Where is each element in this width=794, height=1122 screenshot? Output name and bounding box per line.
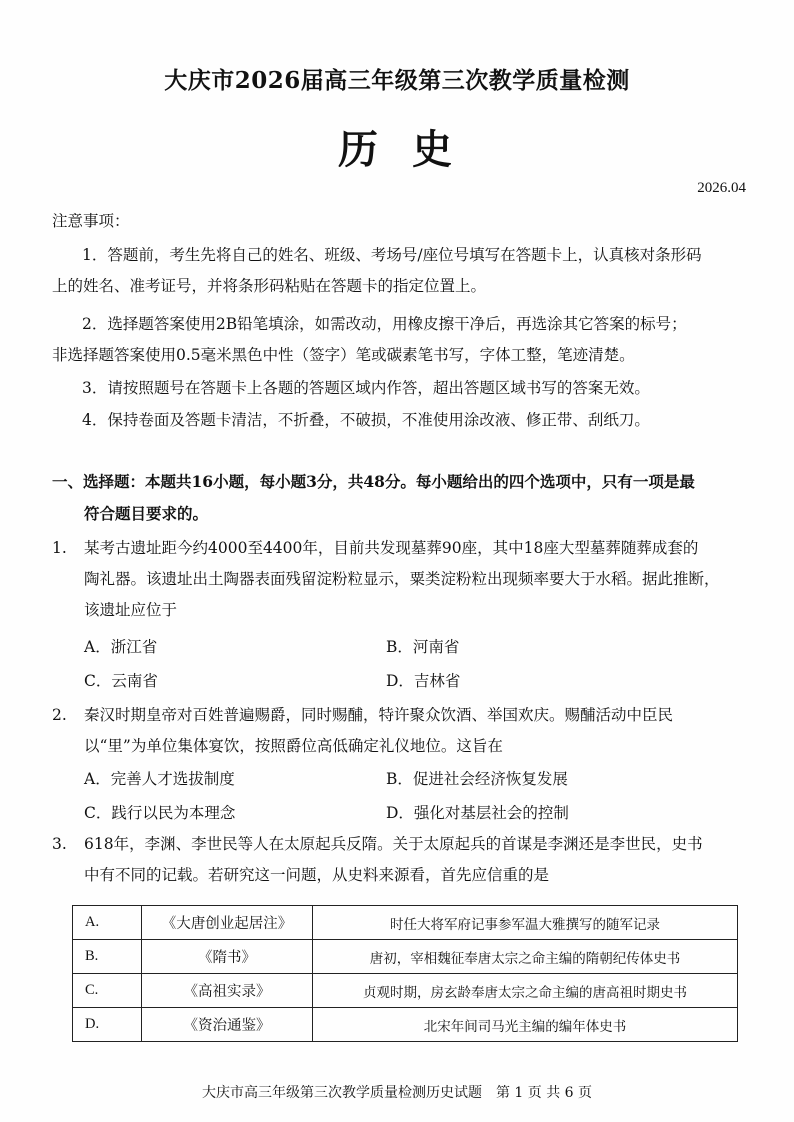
subject-title: 历史	[338, 126, 486, 173]
option-c[interactable]: C．践行以民为本理念	[84, 804, 236, 822]
option-b[interactable]: B．促进社会经济恢复发展	[386, 770, 568, 788]
options-row	[84, 666, 752, 700]
stem-line: 陶礼器。该遗址出土陶器表面残留淀粉粒显示，粟类淀粉粒出现频率要大于水稻。据此推断，	[84, 570, 720, 588]
notice-line: 3．请按照题号在答题卡上各题的答题区域内作答，超出答题区域书写的答案无效。	[82, 379, 650, 397]
stem-line: 某考古遗址距今约4000至4400年，目前共发现墓葬90座，其中18座大型墓葬随葬成套的	[84, 539, 699, 557]
stem-line: 中有不同的记载。若研究这一问题，从史料来源看，首先应信重的是	[84, 866, 550, 884]
question-stem	[84, 533, 752, 626]
notice-line: 2．选择题答案使用2B铅笔填涂，如需改动，用橡皮擦干净后，再选涂其它答案的标号；	[82, 315, 687, 333]
question-number: 3.	[52, 835, 67, 853]
option-b[interactable]: B．河南省	[386, 638, 460, 656]
book-title: 《隋书》	[142, 940, 313, 974]
notice-item-1	[52, 240, 752, 302]
notice-line: 4．保持卷面及答题卡清洁，不折叠，不破损，不准使用涂改液、修正带、刮纸刀。	[82, 411, 650, 429]
exam-date: 2026.04	[697, 180, 746, 196]
option-c[interactable]: C．云南省	[84, 672, 158, 690]
stem-line: 以“里”为单位集体宴饮，按照爵位高低确定礼仪地位。这旨在	[84, 737, 503, 755]
question-number: 1.	[52, 539, 67, 557]
notice-heading: 注意事项：	[52, 212, 130, 230]
option-letter: B.	[73, 940, 142, 974]
option-a[interactable]: A．浙江省	[84, 638, 158, 656]
question-2	[52, 700, 752, 832]
book-description: 时任大将军府记事参军温大雅撰写的随军记录	[313, 906, 738, 940]
question-1	[52, 533, 752, 700]
notice-line: 1．答题前，考生先将自己的姓名、班级、考场号/座位号填写在答题卡上，认真核对条形码	[82, 246, 702, 264]
stem-line: 618年，李渊、李世民等人在太原起兵反隋。关于太原起兵的首谋是李渊还是李世民，史书	[84, 835, 703, 853]
table-row[interactable]	[73, 940, 738, 974]
book-title: 《高祖实录》	[142, 974, 313, 1008]
source-options-table	[72, 905, 738, 1042]
option-letter: A.	[73, 906, 142, 940]
stem-line: 该遗址应位于	[84, 601, 178, 619]
table-row[interactable]	[73, 974, 738, 1008]
section-heading-line: 符合题目要求的。	[84, 504, 209, 523]
options-row	[84, 632, 752, 666]
option-letter: C.	[73, 974, 142, 1008]
notice-item-2	[52, 309, 752, 371]
book-description: 贞观时期，房玄龄奉唐太宗之命主编的唐高祖时期史书	[313, 974, 738, 1008]
notice-line: 非选择题答案使用0.5毫米黑色中性（签字）笔或碳素笔书写，字体工整，笔迹清楚。	[52, 346, 635, 364]
question-stem	[84, 829, 752, 891]
notice-line: 上的姓名、准考证号，并将条形码粘贴在答题卡的指定位置上。	[52, 277, 487, 295]
page-footer: 大庆市高三年级第三次教学质量检测历史试题 第 1 页 共 6 页	[201, 1085, 593, 1101]
question-stem	[84, 700, 752, 762]
section-heading-line: 一、选择题：本题共16小题，每小题3分，共48分。每小题给出的四个选项中，只有一项是最	[52, 472, 695, 491]
option-letter: D.	[73, 1008, 142, 1042]
option-a[interactable]: A．完善人才选拔制度	[84, 770, 235, 788]
table-row[interactable]	[73, 906, 738, 940]
options-row	[84, 798, 752, 832]
table-row[interactable]	[73, 1008, 738, 1042]
options-row	[84, 764, 752, 798]
notice-item-4	[52, 405, 752, 436]
question-number: 2.	[52, 706, 67, 724]
exam-title: 大庆市2026届高三年级第三次教学质量检测	[164, 67, 630, 94]
book-title: 《大唐创业起居注》	[142, 906, 313, 940]
stem-line: 秦汉时期皇帝对百姓普遍赐爵，同时赐酺，特许聚众饮酒、举国欢庆。赐酺活动中臣民	[84, 706, 674, 724]
book-description: 北宋年间司马光主编的编年体史书	[313, 1008, 738, 1042]
book-description: 唐初，宰相魏征奉唐太宗之命主编的隋朝纪传体史书	[313, 940, 738, 974]
book-title: 《资治通鉴》	[142, 1008, 313, 1042]
section-heading	[52, 466, 752, 530]
notice-item-3	[52, 373, 752, 404]
option-d[interactable]: D．强化对基层社会的控制	[386, 804, 569, 822]
question-3	[52, 829, 752, 891]
option-d[interactable]: D．吉林省	[386, 672, 461, 690]
